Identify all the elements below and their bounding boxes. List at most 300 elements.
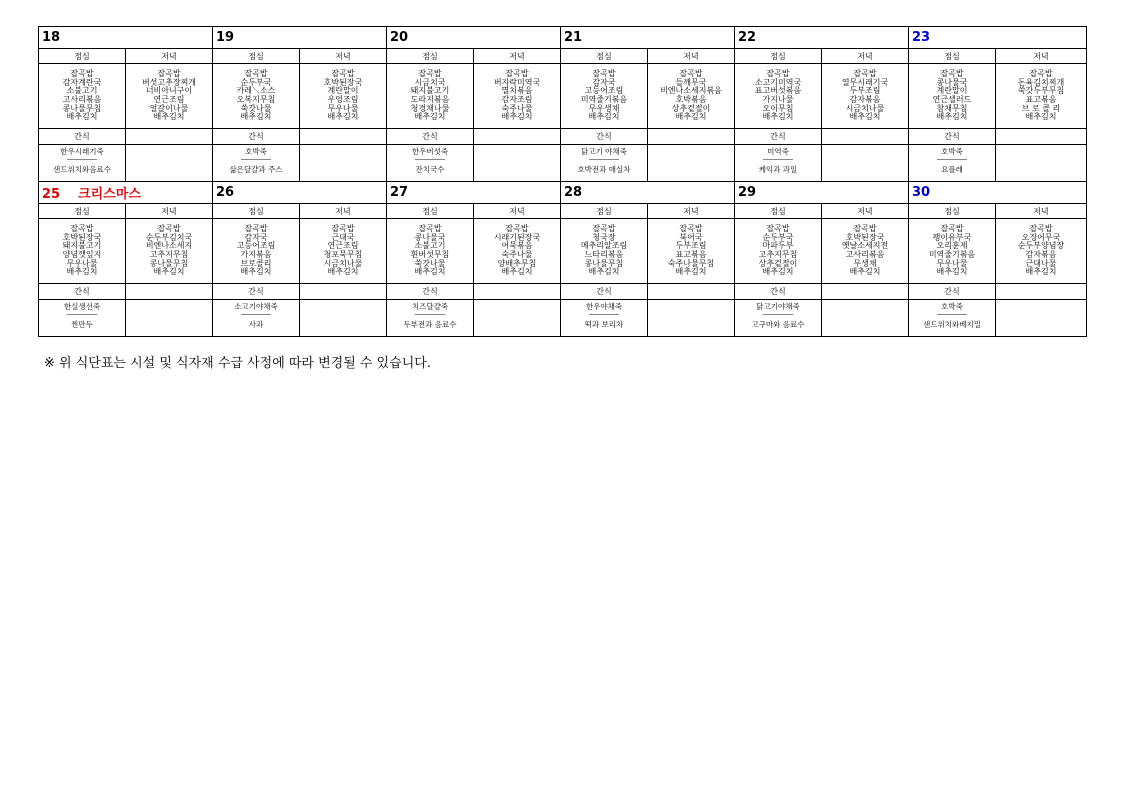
menu-item: 호박된장국: [323, 77, 363, 87]
lunch-label: 점심: [39, 204, 126, 219]
snack-item: 한실생선죽: [63, 302, 101, 311]
menu-item: 잡곡밥: [70, 69, 94, 79]
menu-item: 표고볶음: [1025, 95, 1057, 104]
menu-item: 배추김치: [588, 112, 620, 122]
menu-item: 얼갈이나물: [149, 103, 189, 113]
menu-item: 잡곡밥: [766, 69, 790, 79]
menu-item: 상추겉절이: [758, 258, 798, 268]
dinner-label: 저녁: [996, 49, 1087, 64]
dinner-label: 저녁: [126, 49, 213, 64]
day-header: [561, 182, 735, 204]
menu-item: 고등어조림: [584, 86, 624, 96]
snack-label-empty: [648, 284, 735, 300]
snack-label: 간식: [39, 129, 126, 145]
menu-item: 고사리볶음: [62, 95, 102, 104]
lunch-label: 점심: [387, 49, 474, 64]
menu-item: 도라지볶음: [410, 95, 450, 104]
menu-item: 순두부양념장: [1017, 241, 1065, 251]
menu-item: 잡곡밥: [157, 69, 181, 79]
menu-item: 브로콜리: [240, 258, 272, 268]
snack-divider: [67, 159, 97, 160]
snack-menu: [909, 145, 996, 182]
menu-item: 잡곡밥: [853, 224, 877, 234]
menu-item: 호박된장국: [62, 232, 102, 242]
week-date-row: [39, 27, 1087, 49]
snack-label: 간식: [909, 129, 996, 145]
menu-item: 배추김치: [675, 112, 707, 122]
menu-item: 잡곡밥: [592, 224, 616, 234]
menu-item: 비엔나소세지볶음: [660, 86, 722, 96]
dinner-menu: [996, 219, 1087, 284]
snack-item: 닭고기야채죽: [756, 302, 800, 311]
meal-schedule-body: [39, 27, 1087, 337]
menu-item: 잡곡밥: [853, 69, 877, 79]
snack-item: 요플레: [941, 165, 963, 174]
dinner-label: 저녁: [822, 204, 909, 219]
meal-schedule-table: [38, 26, 1087, 337]
day-header: [735, 27, 909, 49]
menu-item: 호박된장국: [845, 232, 885, 242]
date-number: 20: [390, 30, 409, 45]
date-number: 26: [216, 185, 235, 200]
snack-empty: [648, 145, 735, 182]
menu-item: 무우나물: [327, 103, 359, 113]
lunch-label: 점심: [39, 49, 126, 64]
lunch-label: 점심: [909, 49, 996, 64]
menu-item: 마파두부: [762, 241, 794, 251]
snack-item: 치즈달걀죽: [411, 302, 449, 311]
menu-item: 가지나물: [762, 95, 794, 104]
menu-item: 표고볶음: [675, 250, 707, 259]
snack-label: 간식: [561, 284, 648, 300]
date-number: 29: [738, 185, 757, 200]
snack-label-empty: [300, 284, 387, 300]
menu-item: 돈육김치찌개: [1017, 77, 1065, 87]
menu-item: 오징어무국: [1021, 232, 1061, 242]
snack-empty: [648, 300, 735, 337]
menu-item: 배추김치: [66, 112, 98, 122]
snack-menu: [735, 145, 822, 182]
menu-item: 순두부국: [240, 77, 272, 87]
menu-item: 버섯고추장찌개: [141, 77, 197, 87]
snack-label: 간식: [213, 284, 300, 300]
menu-item: 배추김치: [501, 267, 533, 277]
dinner-label: 저녁: [822, 49, 909, 64]
menu-item: 두부조림: [849, 86, 881, 96]
snack-empty: [300, 300, 387, 337]
lunch-menu: [213, 64, 300, 129]
date-number: 27: [390, 185, 409, 200]
menu-item: 옛날소세지전: [841, 241, 889, 251]
menu-item: 연근샐러드: [932, 95, 972, 104]
menu-item: 배추김치: [1025, 112, 1057, 122]
menu-item: 숙주나물: [501, 250, 533, 259]
menu-item: 배추김치: [675, 267, 707, 277]
menu-item: 잡곡밥: [244, 224, 268, 234]
snack-empty: [474, 300, 561, 337]
snack-item: 호박죽: [941, 302, 963, 311]
snack-item: 호박죽: [941, 147, 963, 156]
menu-item: 메추리알조림: [580, 241, 628, 251]
menu-item: 잡곡밥: [157, 224, 181, 234]
menu-item: 소불고기: [414, 241, 446, 251]
menu-item: 고추지무침: [149, 250, 189, 259]
menu-item: 무우나물: [66, 258, 98, 268]
menu-item: 흰버섯무침: [410, 250, 450, 259]
menu-item: 배추김치: [588, 267, 620, 277]
snack-menu: [561, 145, 648, 182]
snack-label: 간식: [735, 284, 822, 300]
menu-item: 연근조림: [153, 95, 185, 104]
menu-item: 비엔나소세지: [145, 241, 193, 251]
menu-item: 배추김치: [240, 112, 272, 122]
menu-item: 잡곡밥: [679, 69, 703, 79]
menu-item: 근대국: [331, 232, 355, 242]
schedule-notice: ※ 위 식단표는 시설 및 식자재 수급 사정에 따라 변경될 수 있습니다.: [44, 356, 431, 371]
snack-label-empty: [126, 284, 213, 300]
menu-item: 소불고기: [66, 86, 98, 96]
menu-item: 오복지무침: [236, 95, 276, 104]
lunch-menu: [561, 64, 648, 129]
snack-item: 케익과 과일: [758, 165, 798, 174]
snack-empty: [822, 300, 909, 337]
snack-empty: [822, 145, 909, 182]
snack-menu: [387, 145, 474, 182]
date-number: 22: [738, 30, 757, 45]
menu-item: 청포묵무침: [323, 250, 363, 259]
menu-item: 버지락미역국: [493, 77, 541, 87]
dinner-menu: [648, 219, 735, 284]
menu-item: 배추김치: [762, 112, 794, 122]
snack-menu: [39, 145, 126, 182]
lunch-label: 점심: [909, 204, 996, 219]
snack-label: 간식: [561, 129, 648, 145]
snack-item: 고구마와 음료수: [751, 320, 805, 329]
snack-menu: [39, 300, 126, 337]
snack-label-empty: [474, 284, 561, 300]
dinner-menu: [648, 64, 735, 129]
date-number: 25: [42, 187, 61, 202]
menu-item: 돼지불고기: [62, 241, 102, 251]
menu-item: 참채무침: [936, 103, 968, 113]
menu-item: 잡곡밥: [766, 224, 790, 234]
snack-divider: [589, 159, 619, 160]
snack-divider: [415, 314, 445, 315]
dinner-label: 저녁: [474, 204, 561, 219]
dinner-menu: [474, 64, 561, 129]
snack-empty: [300, 145, 387, 182]
menu-item: 브 로 콜 리: [1021, 103, 1061, 113]
snack-label: 간식: [387, 129, 474, 145]
dinner-label: 저녁: [648, 49, 735, 64]
snack-item: 한우버섯죽: [411, 147, 449, 156]
menu-item: 고등어조림: [236, 241, 276, 251]
menu-item: 숙주나물무침: [667, 258, 715, 268]
snack-divider: [763, 314, 793, 315]
dinner-menu: [300, 219, 387, 284]
menu-item: 잡곡밥: [1029, 224, 1053, 234]
snack-item: 샌드위치와음료수: [53, 165, 111, 174]
lunch-label: 점심: [735, 204, 822, 219]
menu-item: 쑥갓나물: [240, 103, 272, 113]
snack-menu: [735, 300, 822, 337]
menu-item: 미역줄기볶음: [928, 250, 976, 259]
menu-item: 순두부국: [762, 232, 794, 242]
meal-menu-row: [39, 219, 1087, 284]
menu-item: 무생채: [853, 258, 877, 268]
date-number: 28: [564, 185, 583, 200]
snack-item: 찐만두: [71, 320, 93, 329]
lunch-menu: [909, 64, 996, 129]
snack-label: 간식: [735, 129, 822, 145]
snack-item: 떡과 보리차: [584, 320, 624, 329]
menu-item: 멸치볶음: [501, 86, 533, 96]
snack-label-empty: [996, 284, 1087, 300]
menu-item: 양배추무침: [497, 258, 537, 268]
day-header: [387, 27, 561, 49]
dinner-menu: [996, 64, 1087, 129]
day-header: [213, 27, 387, 49]
day-header: [735, 182, 909, 204]
menu-item: 배추김치: [414, 267, 446, 277]
menu-item: 배추김치: [153, 112, 185, 122]
date-number: 30: [912, 185, 931, 200]
dinner-menu: [126, 64, 213, 129]
snack-empty: [996, 145, 1087, 182]
menu-item: 잡곡밥: [505, 224, 529, 234]
menu-item: 청국장: [592, 232, 616, 242]
day-header: [39, 27, 213, 49]
menu-item: 느타리볶음: [584, 250, 624, 259]
menu-item: 배추김치: [1025, 267, 1057, 277]
menu-item: 잡곡밥: [331, 224, 355, 234]
lunch-menu: [735, 64, 822, 129]
dinner-label: 저녁: [126, 204, 213, 219]
menu-item: 잡곡밥: [418, 69, 442, 79]
menu-item: 쑥갓나물: [414, 258, 446, 268]
lunch-menu: [387, 64, 474, 129]
day-header: [387, 182, 561, 204]
menu-item: 계란말이: [936, 86, 968, 96]
menu-item: 두부조림: [675, 241, 707, 251]
menu-item: 잡곡밥: [940, 224, 964, 234]
menu-item: 오리훈제: [936, 241, 968, 251]
menu-item: 배추김치: [849, 112, 881, 122]
menu-item: 감자조림: [501, 95, 533, 104]
menu-item: 양념깻잎지: [62, 250, 102, 259]
menu-item: 미역줄기볶음: [580, 95, 628, 104]
menu-item: 무우생채: [588, 103, 620, 113]
menu-item: 배추김치: [66, 267, 98, 277]
menu-item: 근대나물: [1025, 258, 1057, 268]
day-header: [39, 182, 213, 204]
snack-label-row: [39, 129, 1087, 145]
snack-item: 한우시래기죽: [60, 147, 104, 156]
date-number: 19: [216, 30, 235, 45]
dinner-label: 저녁: [300, 204, 387, 219]
dinner-label: 저녁: [300, 49, 387, 64]
snack-empty: [126, 145, 213, 182]
lunch-menu: [213, 219, 300, 284]
snack-label-empty: [126, 129, 213, 145]
menu-item: 고추지무침: [758, 250, 798, 259]
lunch-label: 점심: [735, 49, 822, 64]
snack-menu-row: [39, 145, 1087, 182]
menu-item: 잡곡밥: [592, 69, 616, 79]
snack-empty: [996, 300, 1087, 337]
snack-label-empty: [996, 129, 1087, 145]
lunch-menu: [735, 219, 822, 284]
snack-label-empty: [648, 129, 735, 145]
menu-item: 너비아니구이: [145, 86, 193, 96]
menu-item: 잡곡밥: [679, 224, 703, 234]
snack-menu: [387, 300, 474, 337]
lunch-label: 점심: [213, 49, 300, 64]
meal-label-row: [39, 49, 1087, 64]
snack-item: 미역죽: [767, 147, 789, 156]
snack-label: 간식: [39, 284, 126, 300]
snack-divider: [415, 159, 445, 160]
snack-menu: [561, 300, 648, 337]
menu-item: 배추김치: [936, 112, 968, 122]
lunch-menu: [387, 219, 474, 284]
menu-item: 소고기미역국: [754, 77, 802, 87]
snack-menu: [213, 145, 300, 182]
menu-item: 연근조림: [327, 241, 359, 251]
dinner-menu: [126, 219, 213, 284]
snack-divider: [67, 314, 97, 315]
menu-item: 계란말이: [327, 86, 359, 96]
snack-item: 사과: [248, 320, 264, 329]
dinner-menu: [822, 219, 909, 284]
menu-item: 청경채나물: [410, 103, 450, 113]
menu-item: 잡곡밥: [244, 69, 268, 79]
snack-divider: [763, 159, 793, 160]
snack-divider: [937, 159, 967, 160]
menu-item: 콩나물국: [936, 77, 968, 87]
menu-item: 잡곡밥: [940, 69, 964, 79]
menu-item: 감자계란국: [62, 77, 102, 87]
snack-label-row: [39, 284, 1087, 300]
meal-menu-row: [39, 64, 1087, 129]
menu-item: 배추김치: [414, 112, 446, 122]
menu-item: 감자국: [592, 77, 616, 87]
dinner-menu: [474, 219, 561, 284]
snack-item: 삶은달걀과 주스: [229, 165, 283, 174]
menu-item: 콩나물무침: [584, 258, 624, 268]
snack-item: 한우야채죽: [585, 302, 623, 311]
dinner-menu: [822, 64, 909, 129]
date-number: 23: [912, 30, 931, 45]
snack-label: 간식: [213, 129, 300, 145]
lunch-menu: [909, 219, 996, 284]
menu-item: 어묵볶음: [501, 241, 533, 251]
menu-item: 잡곡밥: [331, 69, 355, 79]
snack-menu: [213, 300, 300, 337]
menu-item: 잡곡밥: [1029, 69, 1053, 79]
menu-item: 상추겉절이: [671, 103, 711, 113]
lunch-menu: [39, 219, 126, 284]
meal-label-row: [39, 204, 1087, 219]
menu-item: 들깨무국: [675, 77, 707, 87]
lunch-label: 점심: [561, 49, 648, 64]
menu-item: 무우나물: [936, 258, 968, 268]
snack-item: 닭고기 야채죽: [581, 147, 627, 156]
menu-item: 팽이유부국: [932, 232, 972, 242]
day-header: [213, 182, 387, 204]
menu-item: 감자볶음: [849, 95, 881, 104]
menu-item: 잡곡밥: [505, 69, 529, 79]
snack-item: 호박전과 매실차: [577, 165, 631, 174]
menu-item: 호박볶음: [675, 95, 707, 104]
day-header: [561, 27, 735, 49]
menu-item: 돼지불고기: [410, 86, 450, 96]
date-number: 21: [564, 30, 583, 45]
snack-empty: [126, 300, 213, 337]
lunch-label: 점심: [387, 204, 474, 219]
snack-menu-row: [39, 300, 1087, 337]
menu-item: 시금치나물: [845, 103, 885, 113]
menu-item: 오이무침: [762, 103, 794, 113]
lunch-menu: [561, 219, 648, 284]
menu-item: 열무시래기국: [841, 77, 889, 87]
menu-item: 배추김치: [240, 267, 272, 277]
menu-item: 배추김치: [762, 267, 794, 277]
day-header: [909, 182, 1087, 204]
snack-item: 두부전과 음료수: [403, 320, 457, 329]
menu-item: 순두부김치국: [145, 232, 193, 242]
snack-item: 소고기야채죽: [234, 302, 278, 311]
menu-item: 시래기된장국: [493, 232, 541, 242]
dinner-label: 저녁: [648, 204, 735, 219]
day-header: [909, 27, 1087, 49]
menu-item: 배추김치: [327, 267, 359, 277]
snack-label: 간식: [909, 284, 996, 300]
menu-item: 시금치국: [414, 77, 446, 87]
menu-item: 북어국: [679, 232, 703, 242]
lunch-menu: [39, 64, 126, 129]
snack-item: 샌드위치와베지밀: [923, 320, 981, 329]
snack-divider: [589, 314, 619, 315]
snack-label-empty: [474, 129, 561, 145]
menu-item: 배추김치: [936, 267, 968, 277]
dinner-menu: [300, 64, 387, 129]
menu-item: 잡곡밥: [70, 224, 94, 234]
menu-item: 고사리볶음: [845, 250, 885, 259]
snack-label: 간식: [387, 284, 474, 300]
menu-item: 가지볶음: [240, 250, 272, 259]
menu-item: 콩나물무침: [149, 258, 189, 268]
holiday-name: 크리스마스: [78, 187, 141, 202]
menu-item: 카레＼소스: [236, 86, 276, 96]
menu-item: 콩나물무침: [62, 103, 102, 113]
menu-item: 숙주나물: [501, 103, 533, 113]
menu-item: 감자국: [244, 232, 268, 242]
snack-item: 호박죽: [245, 147, 267, 156]
snack-item: 잔치국수: [415, 165, 445, 174]
lunch-label: 점심: [561, 204, 648, 219]
menu-item: 배추김치: [153, 267, 185, 277]
snack-label-empty: [822, 129, 909, 145]
snack-label-empty: [300, 129, 387, 145]
menu-item: 배추김치: [327, 112, 359, 122]
menu-item: 표고버섯볶음: [754, 86, 802, 96]
menu-item: 배추김치: [849, 267, 881, 277]
date-number: 18: [42, 30, 61, 45]
snack-divider: [937, 314, 967, 315]
menu-item: 콩나물국: [414, 232, 446, 242]
snack-divider: [241, 314, 271, 315]
